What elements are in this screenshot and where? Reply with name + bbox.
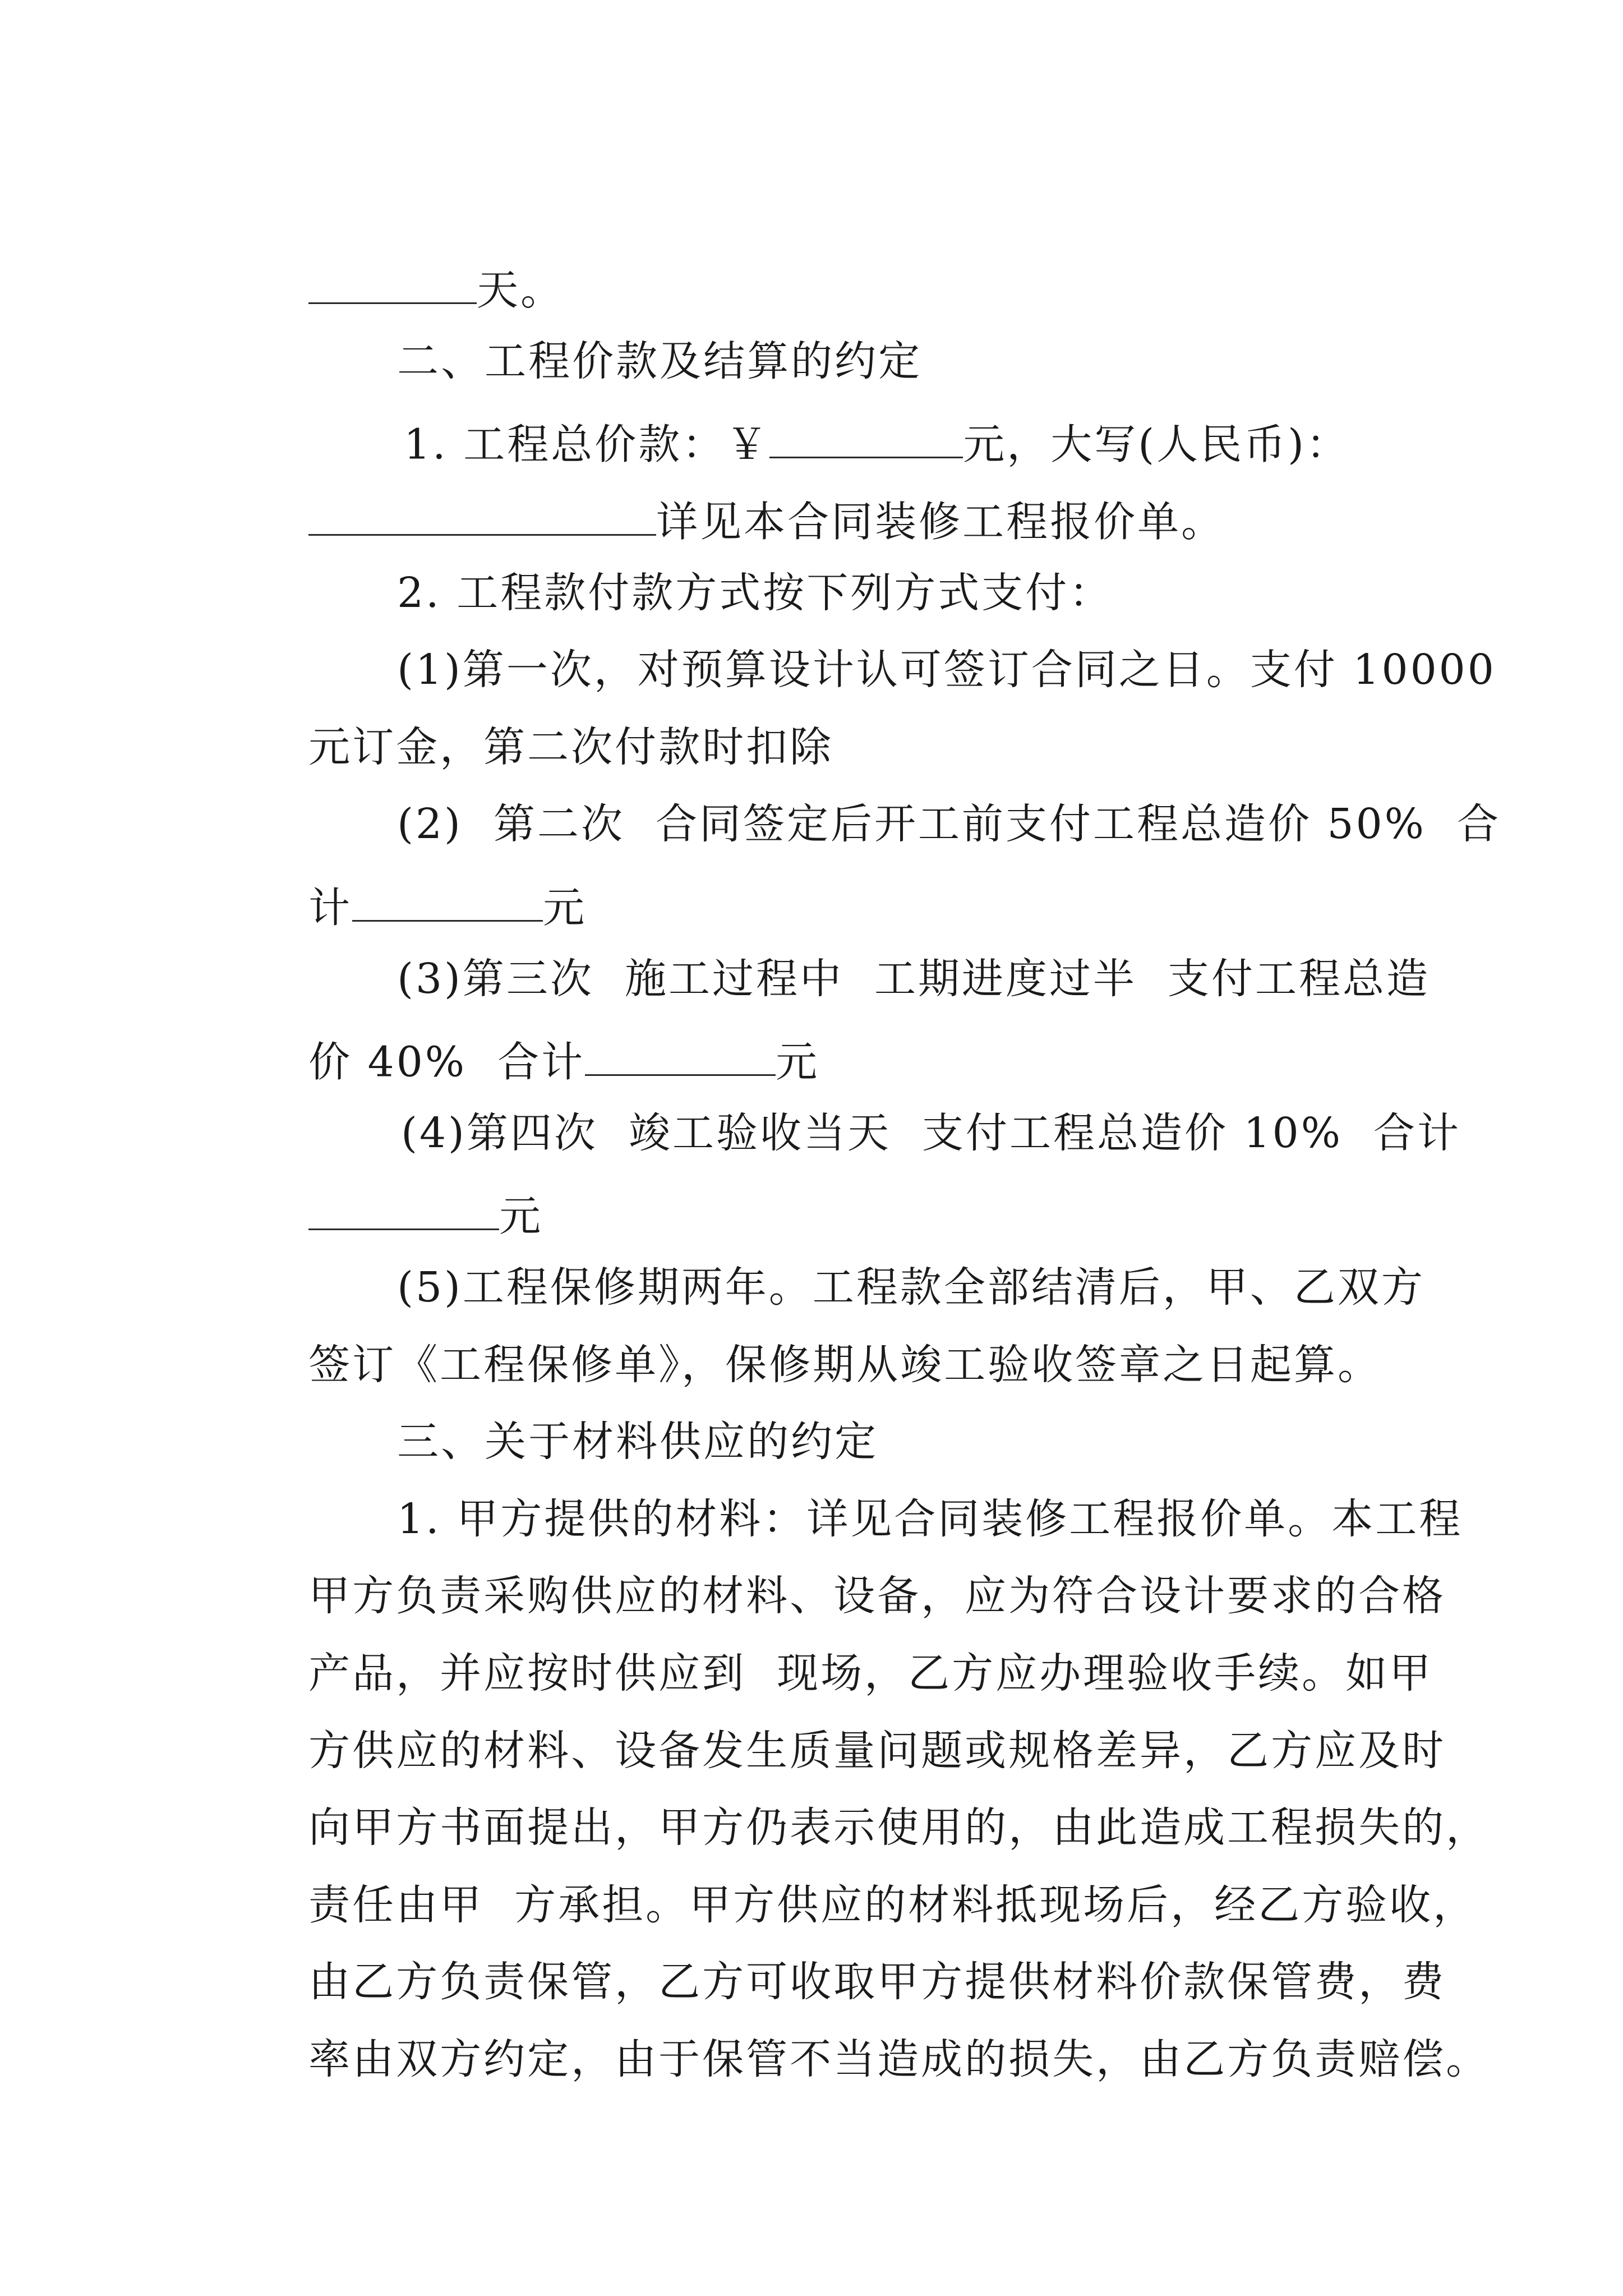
heading-text: 二、工程价款及结算的约定 bbox=[397, 337, 923, 385]
fill-in-blank bbox=[308, 263, 477, 304]
line-text: 由乙方负责保管，乙方可收取甲方提供材料价款保管费，费 bbox=[308, 1958, 1446, 2006]
line-text: 元 bbox=[543, 884, 587, 932]
line-text: 签订《工程保修单》，保修期从竣工验收签章之日起算。 bbox=[308, 1341, 1382, 1389]
line-text: (1)第一次，对预算设计认可签订合同之日。支付 10000 bbox=[397, 646, 1496, 694]
line-text: 价 40% 合计 bbox=[308, 1038, 585, 1087]
line-text: 元 bbox=[776, 1038, 820, 1087]
line-text: 元订金，第二次付款时扣除 bbox=[308, 723, 834, 771]
fill-in-blank bbox=[585, 1035, 776, 1076]
line-text: (4)第四次 竣工验收当天 支付工程总造价 10% 合计 bbox=[401, 1109, 1461, 1157]
heading-text: 三、关于材料供应的约定 bbox=[397, 1418, 879, 1466]
line-text: 方供应的材料、设备发生质量问题或规格差异，乙方应及时 bbox=[308, 1727, 1446, 1775]
line-text: 向甲方书面提出，甲方仍表示使用的，由此造成工程损失的， bbox=[308, 1803, 1490, 1852]
fill-in-blank bbox=[308, 1189, 499, 1230]
line-text: 产品，并应按时供应到 现场，乙方应办理验收手续。如甲 bbox=[308, 1649, 1433, 1697]
fill-in-blank bbox=[308, 495, 656, 536]
line-text: (2) 第二次 合同签定后开工前支付工程总造价 50% 合 bbox=[397, 800, 1501, 848]
line-text: 2. 工程款付款方式按下列方式支付： bbox=[397, 569, 1113, 617]
fill-in-blank bbox=[769, 417, 963, 458]
line-text: 甲方负责采购供应的材料、设备，应为符合设计要求的合格 bbox=[308, 1572, 1446, 1620]
line-text: 责任由甲 方承担。甲方供应的材料抵现场后，经乙方验收， bbox=[308, 1881, 1477, 1929]
fill-in-blank bbox=[352, 881, 543, 922]
line-text: 详见本合同装修工程报价单。 bbox=[656, 498, 1225, 546]
line-text: 率由双方约定，由于保管不当造成的损失，由乙方负责赔偿。 bbox=[308, 2035, 1490, 2083]
line-text: (3)第三次 施工过程中 工期进度过半 支付工程总造 bbox=[397, 955, 1431, 1003]
line-text: 元，大写(人民币)： bbox=[963, 420, 1350, 469]
line-text: 元 bbox=[499, 1192, 543, 1241]
line-text: 1. 甲方提供的材料：详见合同装修工程报价单。本工程 bbox=[397, 1495, 1463, 1543]
line-text: (5)工程保修期两年。工程款全部结清后，甲、乙双方 bbox=[397, 1263, 1425, 1312]
text-line bbox=[247, 1997, 1490, 2122]
line-text: 天。 bbox=[477, 266, 565, 315]
line-text: 计 bbox=[308, 884, 353, 932]
line-text: 1. 工程总价款：￥ bbox=[404, 420, 770, 469]
